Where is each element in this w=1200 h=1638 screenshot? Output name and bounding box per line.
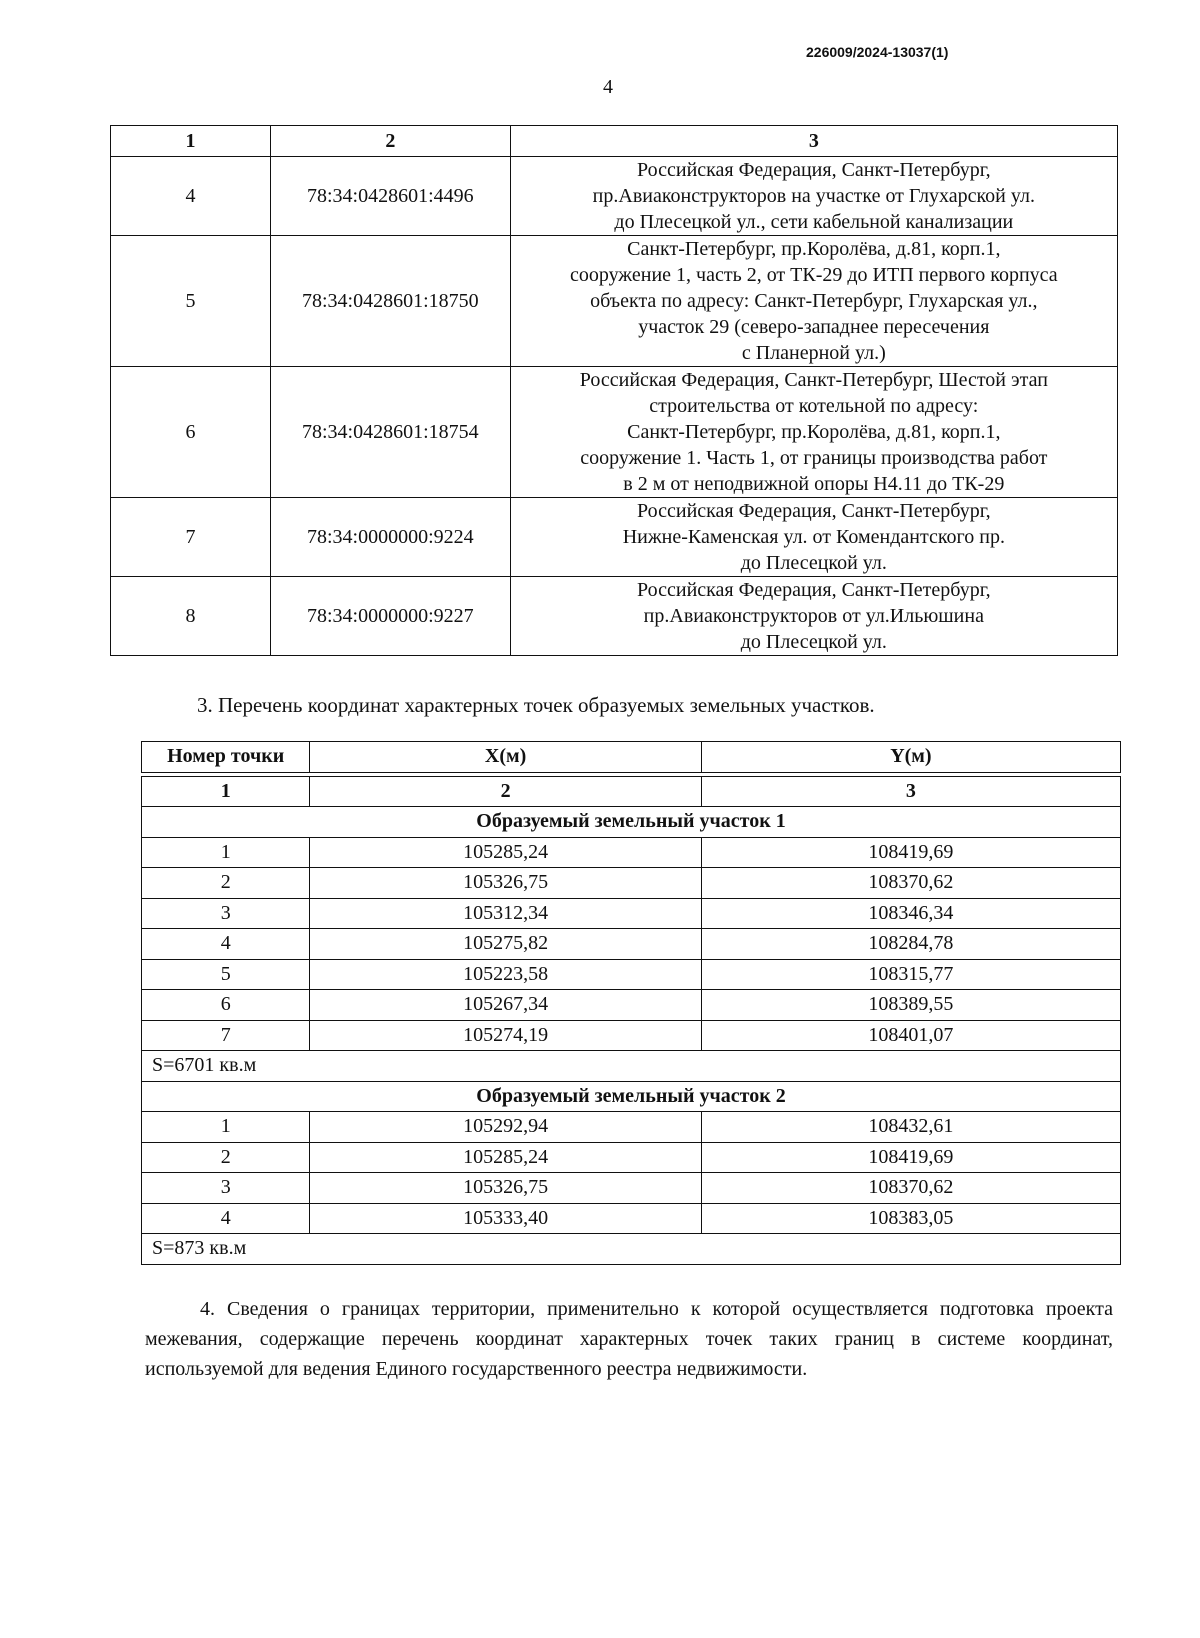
x-coordinate: 105267,34	[310, 990, 701, 1021]
table-row	[142, 1112, 1121, 1143]
table-row	[142, 990, 1121, 1021]
x-coordinate: 105292,94	[310, 1112, 701, 1143]
table-header-row	[111, 126, 1118, 157]
description-line: в 2 м от неподвижной опоры Н4.11 до ТК-29	[623, 473, 1005, 495]
table-row	[142, 1142, 1121, 1173]
column-number-2: 2	[310, 776, 701, 807]
document-registration-number: 226009/2024-13037(1)	[806, 44, 949, 60]
point-number: 4	[142, 1203, 310, 1234]
plot-area-row	[142, 1234, 1121, 1265]
y-coordinate: 108370,62	[701, 868, 1120, 899]
table-row	[111, 157, 1118, 236]
table-row	[142, 1203, 1121, 1234]
y-coordinate: 108432,61	[701, 1112, 1120, 1143]
description-line: до Плесецкой ул.	[740, 631, 887, 653]
x-coordinate: 105326,75	[310, 1173, 701, 1204]
description-line: сооружение 1. Часть 1, от границы производства работ	[580, 447, 1048, 469]
point-number: 1	[142, 837, 310, 868]
cadastral-number: 78:34:0428601:18750	[270, 236, 510, 367]
coordinates-table	[141, 741, 1121, 1265]
cadastral-number: 78:34:0000000:9224	[270, 498, 510, 577]
table-row	[142, 929, 1121, 960]
y-coordinate: 108419,69	[701, 837, 1120, 868]
description-line: Нижне-Каменская ул. от Комендантского пр.	[622, 526, 1005, 548]
table-row	[142, 1173, 1121, 1204]
column-number-header: 1	[111, 126, 271, 157]
x-coordinate: 105274,19	[310, 1020, 701, 1051]
point-number: 6	[142, 990, 310, 1021]
table-row	[142, 898, 1121, 929]
point-number: 7	[142, 1020, 310, 1051]
y-coordinate: 108284,78	[701, 929, 1120, 960]
y-coordinate: 108389,55	[701, 990, 1120, 1021]
plot-title: Образуемый земельный участок 2	[142, 1081, 1121, 1112]
description-line: до Плесецкой ул., сети кабельной канализации	[614, 211, 1014, 233]
x-coordinate: 105333,40	[310, 1203, 701, 1234]
coordinates-body	[142, 807, 1121, 1265]
object-description	[510, 157, 1117, 236]
object-description	[510, 498, 1117, 577]
plot-title-row	[142, 1081, 1121, 1112]
row-number: 6	[111, 367, 271, 498]
section-3-heading: 3. Перечень координат характерных точек образуемых земельных участков.	[197, 693, 875, 717]
x-coordinate-header: X(м)	[310, 742, 701, 773]
table-row	[111, 577, 1118, 656]
y-coordinate: 108370,62	[701, 1173, 1120, 1204]
description-line: участок 29 (северо-западнее пересечения	[638, 316, 990, 338]
table-row	[142, 868, 1121, 899]
cadastral-number: 78:34:0428601:18754	[270, 367, 510, 498]
point-number-header: Номер точки	[142, 742, 310, 773]
point-number: 2	[142, 1142, 310, 1173]
y-coordinate-header: Y(м)	[701, 742, 1120, 773]
description-line: Санкт-Петербург, пр.Королёва, д.81, корп.1,	[627, 421, 1001, 443]
page-number: 4	[603, 76, 613, 98]
table-row	[111, 367, 1118, 498]
y-coordinate: 108383,05	[701, 1203, 1120, 1234]
x-coordinate: 105312,34	[310, 898, 701, 929]
y-coordinate: 108401,07	[701, 1020, 1120, 1051]
table-row	[142, 1020, 1121, 1051]
description-line: пр.Авиаконструкторов на участке от Глухарской ул.	[592, 185, 1035, 207]
plot-area-row	[142, 1051, 1121, 1082]
description-line: Санкт-Петербург, пр.Королёва, д.81, корп.1,	[627, 238, 1001, 260]
cadastral-number: 78:34:0000000:9227	[270, 577, 510, 656]
section-4-paragraph: 4. Сведения о границах территории, применительно к которой осуществляется подготовка проекта межевания, содержащие перечень координат характерных точек таких границ в системе координат, используемой для ведения Единого государственного реестра недвижимости.	[145, 1298, 1113, 1380]
column-number-row	[142, 776, 1121, 807]
description-line: объекта по адресу: Санкт-Петербург, Глухарская ул.,	[590, 290, 1038, 312]
y-coordinate: 108346,34	[701, 898, 1120, 929]
column-number-3: 3	[701, 776, 1120, 807]
table-row	[111, 498, 1118, 577]
point-number: 5	[142, 959, 310, 990]
cadastral-objects-table	[110, 125, 1118, 656]
column-description-header: 3	[510, 126, 1117, 157]
point-number: 3	[142, 898, 310, 929]
plot-title: Образуемый земельный участок 1	[142, 807, 1121, 838]
description-line: пр.Авиаконструкторов от ул.Ильюшина	[643, 605, 984, 627]
column-cadastral-header: 2	[270, 126, 510, 157]
cadastral-objects-body	[111, 157, 1118, 656]
description-line: с Планерной ул.)	[741, 342, 886, 364]
point-number: 4	[142, 929, 310, 960]
point-number: 3	[142, 1173, 310, 1204]
y-coordinate: 108419,69	[701, 1142, 1120, 1173]
description-line: Российская Федерация, Санкт-Петербург,	[636, 579, 991, 601]
object-description	[510, 577, 1117, 656]
x-coordinate: 105223,58	[310, 959, 701, 990]
description-line: Российская Федерация, Санкт-Петербург,	[636, 159, 991, 181]
coordinates-header-row	[142, 742, 1121, 773]
column-number-1: 1	[142, 776, 310, 807]
table-row	[111, 236, 1118, 367]
table-row	[142, 959, 1121, 990]
description-line: до Плесецкой ул.	[740, 552, 887, 574]
x-coordinate: 105285,24	[310, 1142, 701, 1173]
y-coordinate: 108315,77	[701, 959, 1120, 990]
x-coordinate: 105275,82	[310, 929, 701, 960]
object-description	[510, 367, 1117, 498]
description-line: строительства от котельной по адресу:	[649, 395, 979, 417]
description-line: сооружение 1, часть 2, от ТК-29 до ИТП первого корпуса	[569, 264, 1058, 286]
row-number: 4	[111, 157, 271, 236]
row-number: 7	[111, 498, 271, 577]
point-number: 1	[142, 1112, 310, 1143]
x-coordinate: 105326,75	[310, 868, 701, 899]
cadastral-number: 78:34:0428601:4496	[270, 157, 510, 236]
plot-area: S=873 кв.м	[142, 1234, 1121, 1265]
table-row	[142, 837, 1121, 868]
x-coordinate: 105285,24	[310, 837, 701, 868]
row-number: 5	[111, 236, 271, 367]
description-line: Российская Федерация, Санкт-Петербург, Шестой этап	[579, 369, 1048, 391]
object-description	[510, 236, 1117, 367]
plot-title-row	[142, 807, 1121, 838]
point-number: 2	[142, 868, 310, 899]
row-number: 8	[111, 577, 271, 656]
plot-area: S=6701 кв.м	[142, 1051, 1121, 1082]
description-line: Российская Федерация, Санкт-Петербург,	[636, 500, 991, 522]
